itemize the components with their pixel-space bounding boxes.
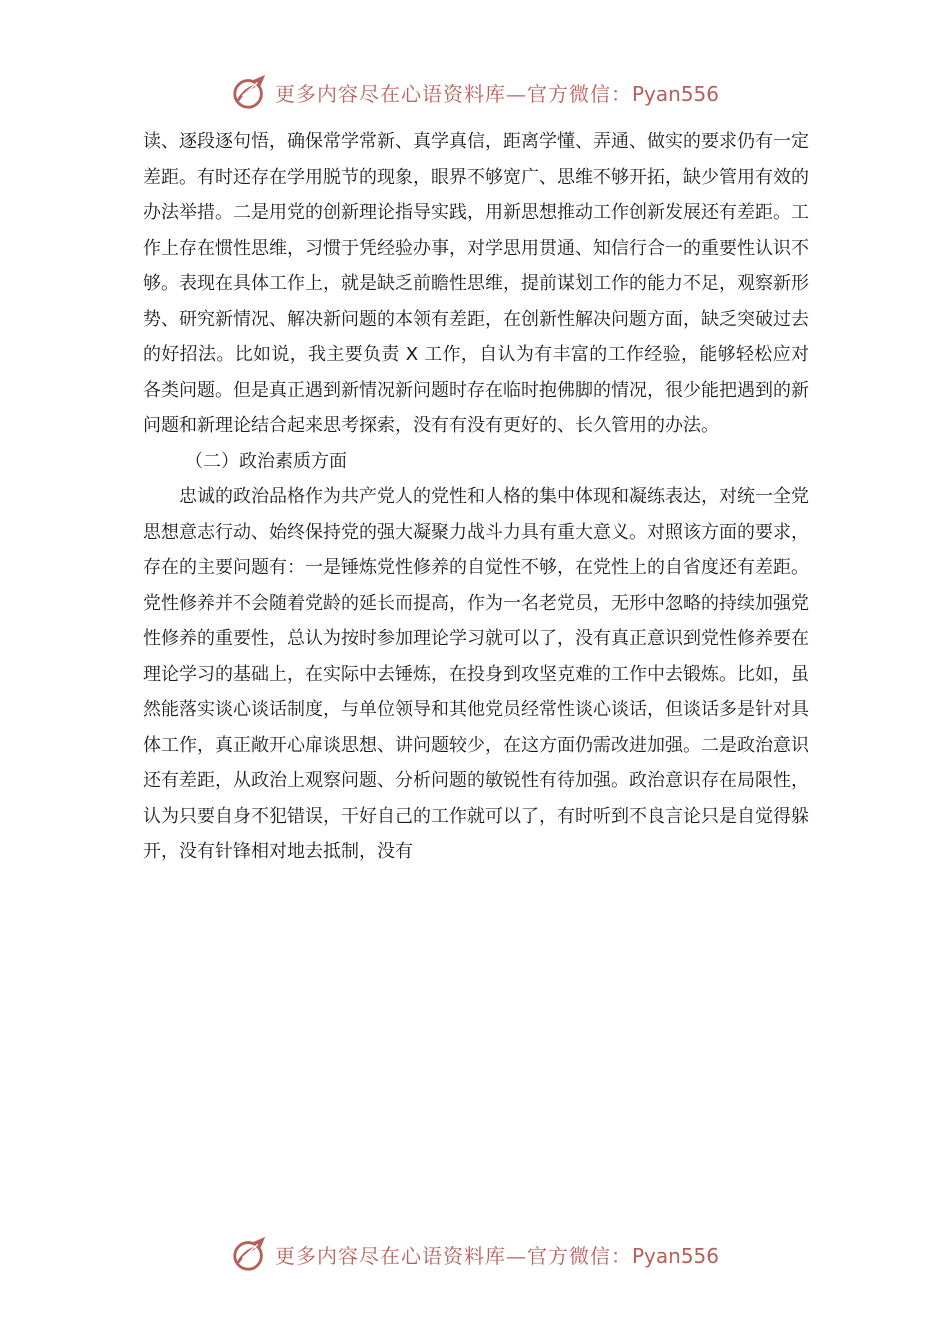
document-body — [143, 124, 809, 870]
banner-text: 更多内容尽在心语资料库—官方微信：Pyan556 — [274, 81, 719, 106]
paragraph: 读、逐段逐句悟，确保常学常新、真学真信，距离学懂、弄通、做实的要求仍有一定差距。有时还存在学用脱节的现象，眼界不够宽广、思维不够开拓，缺少管用有效的办法举措。二是用党的创新理论指导实践，用新思想推动工作创新发展还有差距。工作上存在惯性思维，习惯于凭经验办事，对学思用贯通、知信行合一的重要性认识不够。表现在具体工作上，就是缺乏前瞻性思维，提前谋划工作的能力不足，观察新形势、研究新情况、解决新问题的本领有差距，在创新性解决问题方面，缺乏突破过去的好招法。比如说，我主要负责 X 工作，自认为有丰富的工作经验，能够轻松应对各类问题。但是真正遇到新情况新问题时存在临时抱佛脚的情况，很少能把遇到的新问题和新理论结合起来思考探索，没有有没有更好的、长久管用的办法。 — [143, 131, 809, 436]
header-banner — [0, 70, 950, 114]
pen-logo-icon — [231, 1235, 269, 1273]
section-heading: （二）政治素质方面 — [185, 450, 347, 472]
banner-text: 更多内容尽在心语资料库—官方微信：Pyan556 — [274, 1243, 719, 1268]
paragraph: 忠诚的政治品格作为共产党人的党性和人格的集中体现和凝练表达，对统一全党思想意志行动、始终保持党的强大凝聚力战斗力具有重大意义。对照该方面的要求，存在的主要问题有：一是锤炼党性修养的自觉性不够，在党性上的自省度还有差距。党性修养并不会随着党龄的延长而提高，作为一名老党员，无形中忽略的持续加强党性修养的重要性，总认为按时参加理论学习就可以了，没有真正意识到党性修养要在理论学习的基础上，在实际中去锤炼，在投身到攻坚克难的工作中去锻炼。比如，虽然能落实谈心谈话制度，与单位领导和其他党员经常性谈心谈话，但谈话多是针对具体工作，真正敞开心扉谈思想、讲问题较少，在这方面仍需改进加强。二是政治意识还有差距，从政治上观察问题、分析问题的敏锐性有待加强。政治意识存在局限性，认为只要自身不犯错误，干好自己的工作就可以了，有时听到不良言论只是自觉得躲开，没有针锋相对地去抵制，没有 — [143, 486, 809, 862]
footer-banner — [0, 1232, 950, 1276]
pen-logo-icon — [231, 73, 269, 111]
